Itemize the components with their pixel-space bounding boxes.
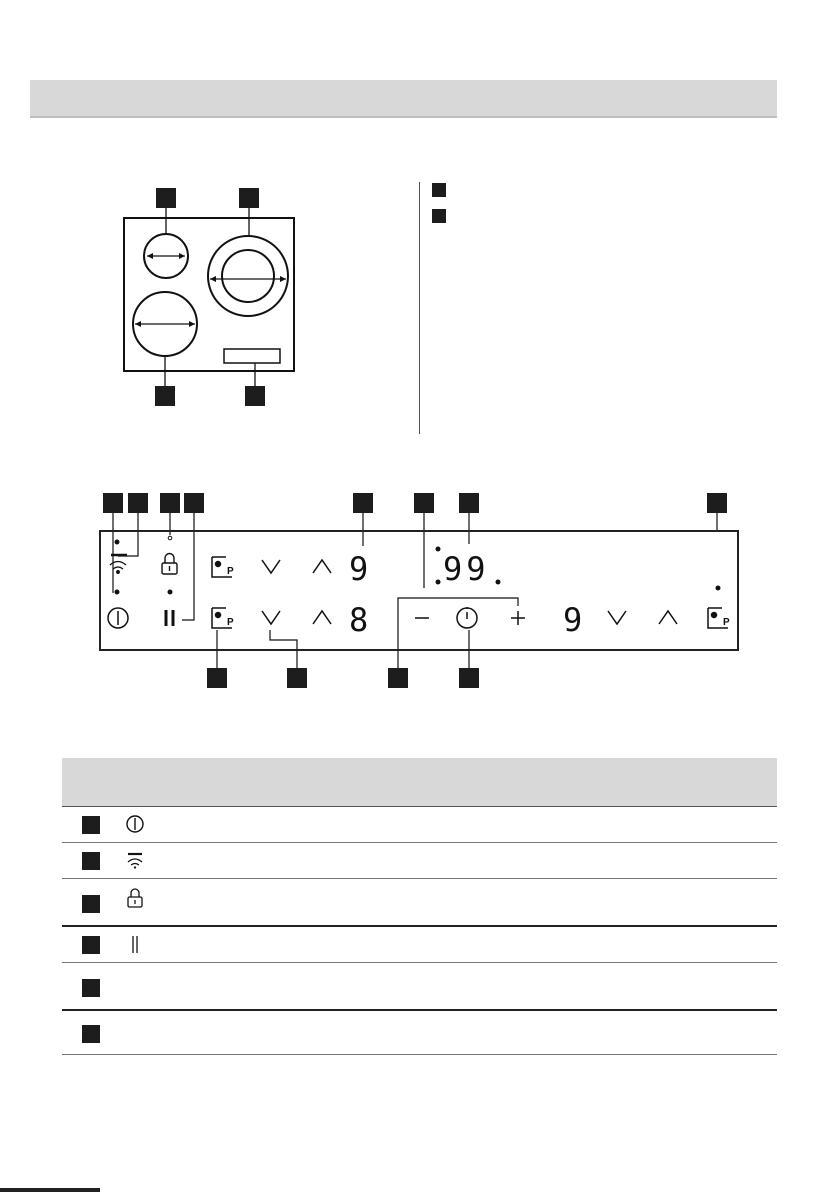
table-header (62, 758, 777, 807)
table-row (62, 843, 777, 879)
chevron-down-icon (608, 611, 626, 624)
svg-text:P: P (723, 617, 730, 628)
hob2hood-icon (110, 555, 127, 573)
chevron-up-icon (313, 560, 331, 573)
marker-zone-large (155, 386, 175, 406)
legend-divider (419, 182, 420, 434)
lock-icon (162, 554, 177, 574)
pause-icon (166, 610, 173, 626)
page-edge-artifact (0, 1186, 100, 1192)
row-marker (82, 852, 100, 870)
section-rule (30, 116, 777, 118)
control-panel-strip (224, 349, 280, 363)
hob2hood-icon (124, 849, 146, 871)
row-marker (82, 816, 100, 834)
lock-icon (124, 887, 146, 909)
pause-icon (124, 933, 146, 955)
row-marker (82, 979, 100, 997)
table-row (62, 1011, 777, 1055)
timer-icon (457, 607, 477, 628)
table-row (62, 963, 777, 1011)
marker-zone-small (156, 188, 176, 208)
table-row (62, 927, 777, 963)
row-marker (82, 895, 100, 913)
power-icon (108, 608, 128, 628)
legend-marker-2 (432, 209, 446, 223)
marker-control-panel (245, 386, 265, 406)
plus-icon (511, 611, 525, 625)
chevron-up-icon (659, 611, 677, 624)
chevron-down-icon (262, 611, 280, 624)
legend-marker-1 (432, 183, 446, 197)
row-marker (82, 936, 100, 954)
row-marker (82, 1025, 100, 1043)
chevron-up-icon (313, 611, 331, 624)
table-row (62, 807, 777, 843)
display-zone-1: 9 (349, 550, 369, 588)
display-zone-2: 8 (349, 601, 369, 639)
power-icon (124, 813, 146, 835)
hob-diagram (110, 180, 310, 410)
display-timer: 99 (443, 550, 490, 588)
marker-zone-dual (239, 188, 259, 208)
svg-text:P: P (227, 617, 234, 628)
control-panel-symbols (99, 530, 739, 651)
chevron-down-icon (262, 560, 280, 573)
section-header (30, 80, 777, 116)
svg-text:P: P (227, 566, 234, 577)
cooking-zone-dual-inner (222, 250, 274, 302)
table-row (62, 879, 777, 927)
display-zone-3: 9 (563, 601, 583, 639)
cooking-zone-dual-outer (208, 236, 288, 316)
